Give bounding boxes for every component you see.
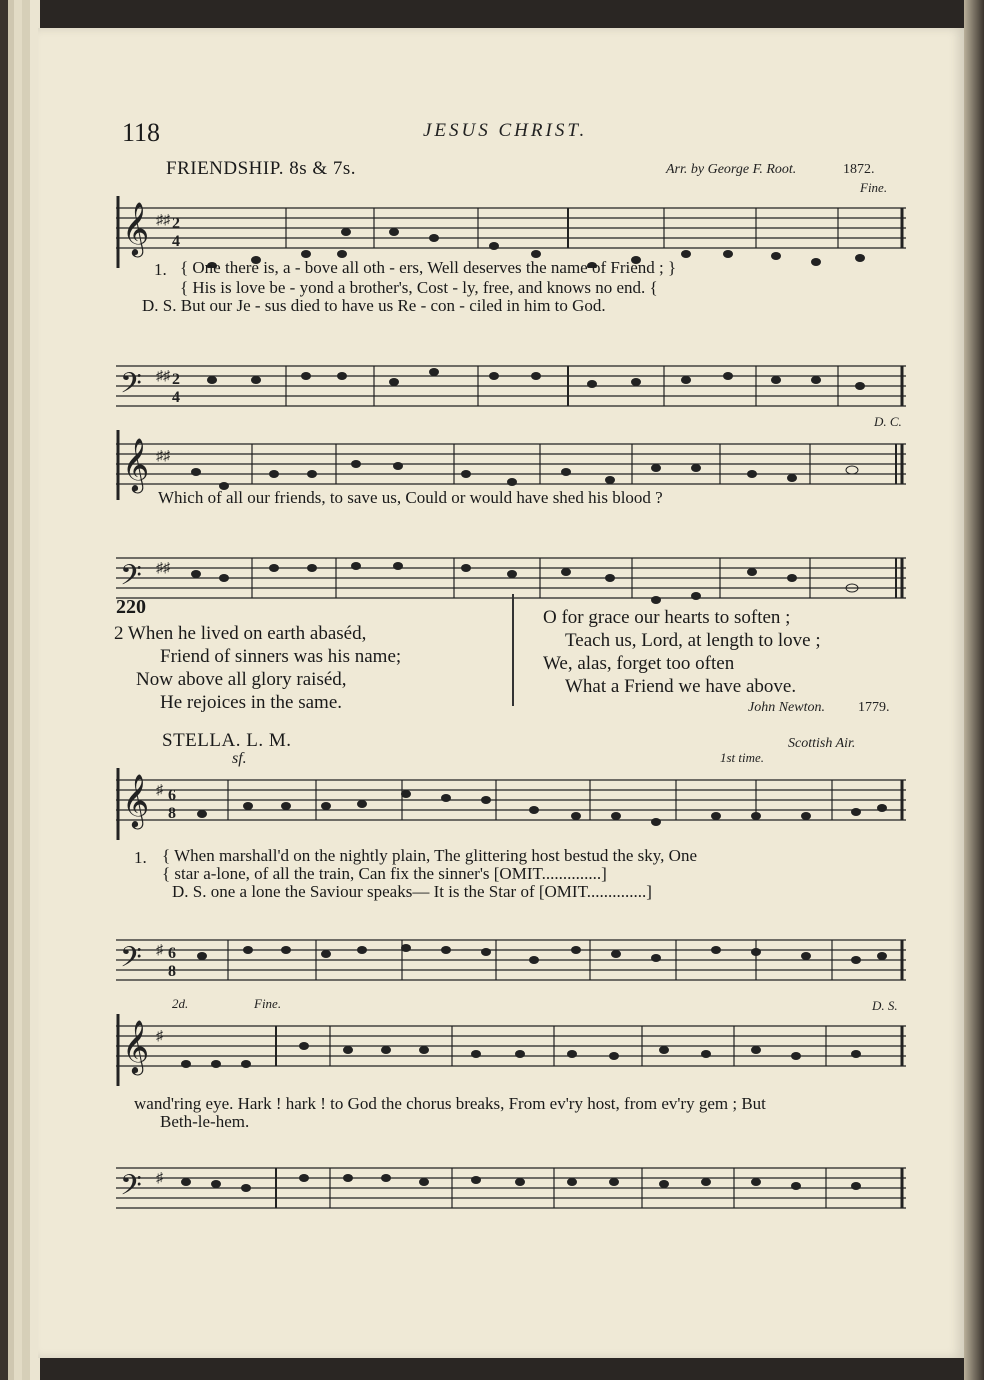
svg-text:𝄞: 𝄞 xyxy=(122,775,150,826)
hymn-author-year: 1779. xyxy=(858,700,890,715)
svg-text:6: 6 xyxy=(168,787,176,804)
stella-lyric-line-3: D. S. one a lone the Saviour speaks— It is the Star of [OMIT..............] xyxy=(172,882,652,901)
svg-text:𝄞: 𝄞 xyxy=(122,439,150,490)
page-edge-shadow xyxy=(964,0,984,1380)
ds-mark: D. S. xyxy=(872,998,898,1013)
stella-verse-number: 1. xyxy=(134,848,147,867)
stanza-line: Friend of sinners was his name; xyxy=(160,646,402,667)
music-staff-svg xyxy=(116,1148,912,1228)
sforzando-mark: sf. xyxy=(232,750,247,767)
column-divider xyxy=(512,594,514,706)
svg-text:♯: ♯ xyxy=(156,943,163,958)
friendship-lyric-line-2: { His is love be - yond a brother's, Cost - ly, free, and knows no end. { xyxy=(180,278,658,297)
music-staff-svg xyxy=(116,920,912,1000)
svg-text:8: 8 xyxy=(168,805,176,822)
svg-text:♯♯: ♯♯ xyxy=(156,561,170,576)
fine-mark: Fine. xyxy=(860,180,888,195)
friendship-verse-number: 1. xyxy=(154,260,167,279)
bass-staff-3 xyxy=(116,920,912,1000)
stanza-line: O for grace our hearts to soften ; xyxy=(543,607,791,628)
friendship-lyric-line-1: { One there is, a - bove all oth - ers, Well deserves the name of Friend ; } xyxy=(180,258,677,277)
stanza-line: 2 When he lived on earth abaséd, xyxy=(114,623,367,644)
running-head: JESUS CHRIST. xyxy=(423,120,588,141)
stanza-line: Now above all glory raiséd, xyxy=(136,669,347,690)
svg-text:2: 2 xyxy=(172,371,180,388)
stella-lyric-line-1: { When marshall'd on the nightly plain, The glittering host bestud the sky, One xyxy=(162,846,697,865)
svg-text:4: 4 xyxy=(172,389,180,406)
svg-text:8: 8 xyxy=(168,963,176,980)
svg-text:2: 2 xyxy=(172,215,180,232)
stanza-line: We, alas, forget too often xyxy=(543,653,735,674)
treble-staff-4 xyxy=(116,1006,912,1086)
stella-lyric-line-5: Beth-le-hem. xyxy=(160,1112,250,1131)
svg-text:𝄞: 𝄞 xyxy=(122,1021,150,1072)
dc-mark: D. C. xyxy=(874,414,902,429)
hymn-author: John Newton. xyxy=(748,700,825,715)
stella-lyric-line-4: wand'ring eye. Hark ! hark ! to God the chorus breaks, From ev'ry host, from ev'ry gem ; But xyxy=(134,1094,766,1113)
stanza-line: Teach us, Lord, at length to love ; xyxy=(565,630,821,651)
svg-text:𝄢: 𝄢 xyxy=(120,943,142,980)
music-staff-svg xyxy=(116,1006,912,1086)
tune-title-friendship: FRIENDSHIP. 8s & 7s. xyxy=(166,158,357,179)
stanza-line: What a Friend we have above. xyxy=(565,676,797,697)
stella-lyric-line-2: { star a-lone, of all the train, Can fix the sinner's [OMIT..............] xyxy=(162,864,607,883)
svg-text:♯: ♯ xyxy=(156,783,163,798)
treble-staff-3 xyxy=(116,760,912,840)
svg-text:♯: ♯ xyxy=(156,1029,163,1044)
svg-text:♯♯: ♯♯ xyxy=(156,449,170,464)
music-staff-svg xyxy=(116,346,912,426)
fine-mark-2: Fine. xyxy=(254,996,282,1011)
page-number: 118 xyxy=(122,118,161,147)
svg-text:♯: ♯ xyxy=(156,1171,163,1186)
stanza-line: He rejoices in the same. xyxy=(160,692,343,713)
svg-text:♯♯: ♯♯ xyxy=(156,369,170,384)
hymn-stanza-left xyxy=(114,622,401,714)
svg-text:♯♯: ♯♯ xyxy=(156,213,170,228)
music-staff-svg xyxy=(116,188,912,268)
svg-text:𝄞: 𝄞 xyxy=(122,201,150,255)
svg-text:4: 4 xyxy=(172,233,180,250)
treble-staff-1 xyxy=(116,188,912,268)
first-time-mark: 1st time. xyxy=(720,750,765,765)
arranger-year: 1872. xyxy=(843,162,875,177)
tune-title-stella: STELLA. L. M. xyxy=(162,730,292,751)
second-time-mark: 2d. xyxy=(172,996,189,1011)
svg-text:𝄢: 𝄢 xyxy=(120,1171,142,1208)
bass-staff-2 xyxy=(116,538,912,614)
scottish-air-credit: Scottish Air. xyxy=(788,736,856,751)
bass-staff-1 xyxy=(116,346,912,426)
svg-text:𝄢: 𝄢 xyxy=(120,369,142,406)
hymn-stanza-right xyxy=(543,606,821,698)
bass-staff-4 xyxy=(116,1148,912,1228)
friendship-lyric-line-3: D. S. But our Je - sus died to have us Re - con - ciled in him to God. xyxy=(142,296,606,315)
music-staff-svg xyxy=(116,538,912,614)
hymn-number: 220 xyxy=(116,596,146,618)
arranger-credit: Arr. by George F. Root. xyxy=(666,162,797,177)
book-page xyxy=(38,28,964,1358)
svg-text:6: 6 xyxy=(168,945,176,962)
music-staff-svg xyxy=(116,760,912,840)
book-spine xyxy=(0,0,40,1380)
friendship-lyric-line-4: Which of all our friends, to save us, Could or would have shed his blood ? xyxy=(158,488,663,507)
svg-text:𝄢: 𝄢 xyxy=(120,561,142,598)
